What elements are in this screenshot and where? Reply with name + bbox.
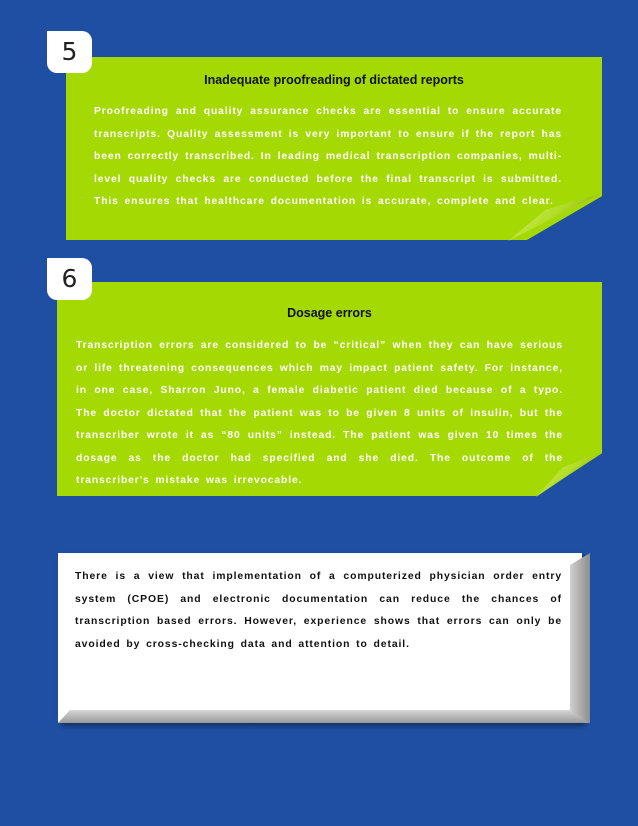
section-6-number-badge: 6 bbox=[47, 258, 92, 300]
note-box-edge-bottom bbox=[58, 710, 590, 723]
section-5-text: Proofreading and quality assurance checks are essential to ensure accurate transcripts. Quality assessment is very important to ensure if the report has been correctly transcribed. In leading medical transcription companies, multi-level quality checks are conducted before the final transcript is submitted. This ensures that healthcare documentation is accurate, complete and clear. bbox=[94, 106, 562, 207]
section-5-number-badge: 5 bbox=[47, 31, 92, 73]
note-box-edge-right bbox=[570, 553, 590, 723]
section-6-text: Transcription errors are considered to be “critical” when they can have serious or life threatening consequences which may impact patient safety. For instance, in one case, Sharron Juno, a female diabetic patient died because of a typo. The doctor dictated that the patient was to be given 8 units of insulin, but the transcriber wrote it as “80 units” instead. The patient was given 10 times the dosage as the doctor had specified and she died. The outcome of the transcriber's mistake was irrevocable. bbox=[76, 340, 563, 486]
note-text: There is a view that implementation of a computerized physician order entry system (CPOE) and electronic documentation can reduce the chances of transcription based errors. However, experience shows that errors can only be avoided by cross-checking data and attention to detail. bbox=[75, 571, 562, 650]
section-5-title: Inadequate proofreading of dictated reports bbox=[204, 73, 464, 87]
section-6-title: Dosage errors bbox=[287, 306, 372, 320]
